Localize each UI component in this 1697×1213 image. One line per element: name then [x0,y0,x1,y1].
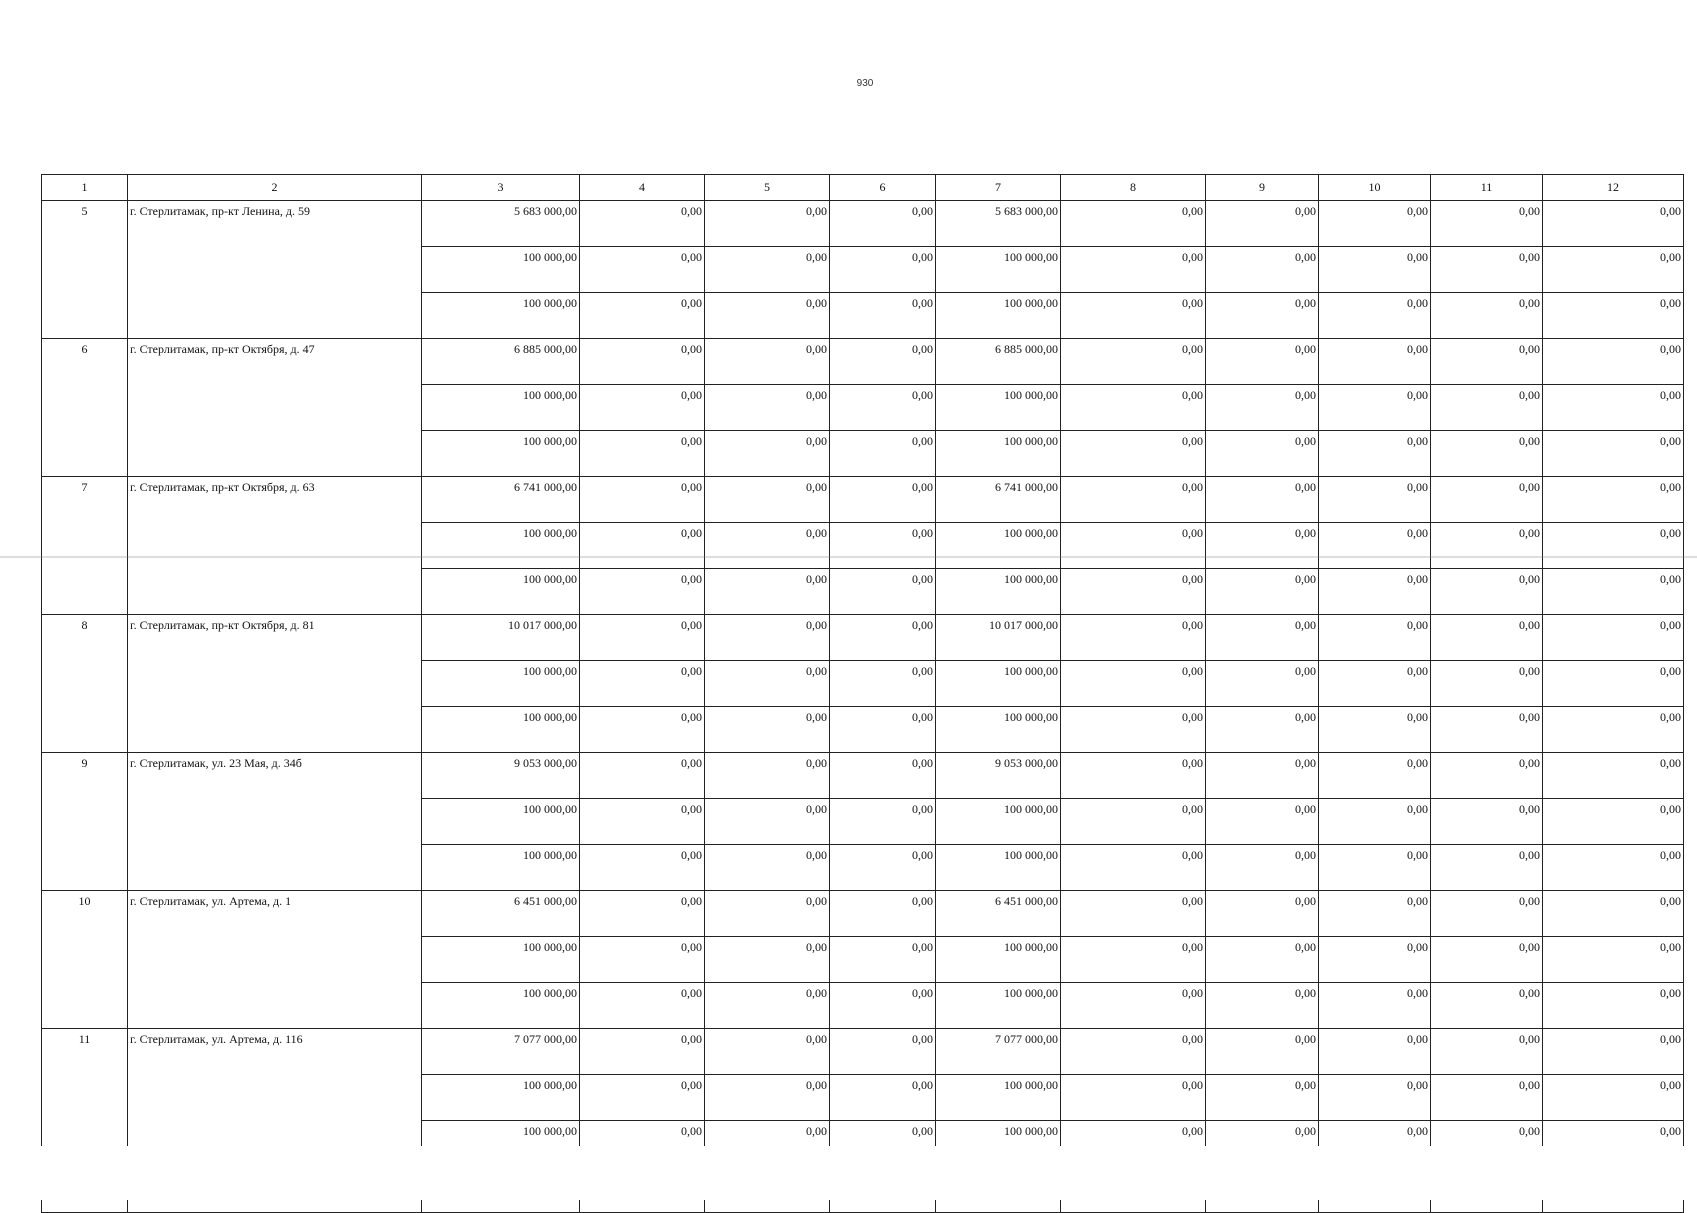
amount-cell: 0,00 [830,1029,936,1075]
amount-cell: 0,00 [705,339,830,385]
amount-cell: 100 000,00 [936,385,1061,431]
amount-cell: 0,00 [705,661,830,707]
amount-cell: 0,00 [1431,1075,1543,1121]
amount-cell: 0,00 [1431,615,1543,661]
amount-cell: 0,00 [1061,661,1206,707]
amount-cell: 0,00 [1319,983,1431,1029]
amount-cell: 0,00 [580,247,705,293]
amount-cell: 0,00 [1206,385,1319,431]
amount-cell: 0,00 [1543,1075,1684,1121]
amount-cell: 0,00 [1061,615,1206,661]
amount-cell: 0,00 [1431,1121,1543,1167]
amount-cell: 100 000,00 [422,1121,580,1167]
amount-cell: 0,00 [1543,1029,1684,1075]
amount-cell: 0,00 [1206,339,1319,385]
amount-cell: 0,00 [1061,201,1206,247]
scan-artifact-line [0,556,1697,558]
amount-cell: 0,00 [705,1029,830,1075]
amount-cell: 0,00 [705,707,830,753]
amount-cell: 5 683 000,00 [936,201,1061,247]
amount-cell: 0,00 [1431,891,1543,937]
amount-cell: 0,00 [1431,201,1543,247]
amount-cell: 0,00 [1543,1121,1684,1167]
address-cell: г. Стерлитамак, пр-кт Ленина, д. 59 [128,201,422,339]
column-header: 4 [580,175,705,201]
row-index: 9 [42,753,128,891]
amount-cell: 0,00 [1319,431,1431,477]
amount-cell: 0,00 [1206,477,1319,523]
amount-cell: 6 741 000,00 [936,477,1061,523]
amount-cell: 0,00 [1206,661,1319,707]
table-row [42,201,1684,247]
amount-cell: 0,00 [580,707,705,753]
amount-cell: 0,00 [1543,201,1684,247]
amount-cell: 0,00 [830,523,936,569]
amount-cell: 0,00 [1543,983,1684,1029]
amount-cell: 0,00 [830,431,936,477]
amount-cell: 100 000,00 [422,523,580,569]
amount-cell: 100 000,00 [422,937,580,983]
amount-cell: 0,00 [1431,385,1543,431]
amount-cell: 0,00 [830,1121,936,1167]
amount-cell: 0,00 [1431,845,1543,891]
amount-cell: 0,00 [830,937,936,983]
amount-cell: 100 000,00 [936,799,1061,845]
amount-cell: 0,00 [830,201,936,247]
amount-cell: 0,00 [705,891,830,937]
amount-cell: 0,00 [830,1075,936,1121]
amount-cell: 0,00 [1061,1075,1206,1121]
amount-cell: 100 000,00 [936,293,1061,339]
row-index: 8 [42,615,128,753]
amount-cell: 0,00 [705,201,830,247]
amount-cell: 0,00 [1319,247,1431,293]
table-row [42,339,1684,385]
amount-cell: 0,00 [1543,477,1684,523]
amount-cell: 0,00 [1543,247,1684,293]
amount-cell: 0,00 [1061,569,1206,615]
amount-cell: 0,00 [705,845,830,891]
address-cell: г. Стерлитамак, пр-кт Октября, д. 47 [128,339,422,477]
amount-cell: 0,00 [830,707,936,753]
amount-cell: 10 017 000,00 [936,615,1061,661]
column-header: 11 [1431,175,1543,201]
amount-cell: 0,00 [1431,569,1543,615]
amount-cell: 0,00 [1319,707,1431,753]
amount-cell: 100 000,00 [936,523,1061,569]
amount-cell: 0,00 [580,1075,705,1121]
amount-cell: 0,00 [1543,431,1684,477]
amount-cell: 0,00 [1431,523,1543,569]
amount-cell: 0,00 [1319,1121,1431,1167]
amount-cell: 0,00 [1431,983,1543,1029]
amount-cell: 0,00 [1206,1029,1319,1075]
amount-cell: 0,00 [1543,891,1684,937]
amount-cell: 0,00 [1206,247,1319,293]
amount-cell: 0,00 [705,799,830,845]
amount-cell: 0,00 [830,983,936,1029]
amount-cell: 100 000,00 [422,569,580,615]
amount-cell: 0,00 [580,615,705,661]
amount-cell: 0,00 [1319,891,1431,937]
amount-cell: 0,00 [1061,1029,1206,1075]
amount-cell: 100 000,00 [422,983,580,1029]
amount-cell: 0,00 [1319,201,1431,247]
column-header: 3 [422,175,580,201]
amount-cell: 0,00 [830,661,936,707]
amount-cell: 0,00 [1061,799,1206,845]
row-index: 10 [42,891,128,1029]
amount-cell: 0,00 [1319,523,1431,569]
amount-cell: 0,00 [1431,431,1543,477]
amount-cell: 0,00 [1543,707,1684,753]
amount-cell: 0,00 [1061,293,1206,339]
amount-cell: 0,00 [1206,615,1319,661]
amount-cell: 0,00 [1431,293,1543,339]
row-index: 5 [42,201,128,339]
table-row [42,753,1684,799]
amount-cell: 100 000,00 [422,707,580,753]
amount-cell: 0,00 [1206,845,1319,891]
amount-cell: 100 000,00 [422,661,580,707]
amount-cell: 0,00 [705,937,830,983]
amount-cell: 100 000,00 [422,431,580,477]
amount-cell: 0,00 [705,247,830,293]
amount-cell: 0,00 [1319,569,1431,615]
page-bottom-margin [0,1146,1697,1200]
amount-cell: 0,00 [1206,983,1319,1029]
amount-cell: 0,00 [1431,1029,1543,1075]
amount-cell: 0,00 [1061,707,1206,753]
amount-cell: 0,00 [1206,799,1319,845]
amount-cell: 0,00 [830,615,936,661]
address-cell: г. Стерлитамак, пр-кт Октября, д. 81 [128,615,422,753]
amount-cell: 0,00 [1319,477,1431,523]
amount-cell: 7 077 000,00 [936,1029,1061,1075]
column-header: 5 [705,175,830,201]
amount-cell: 0,00 [1543,799,1684,845]
amount-cell: 0,00 [1543,753,1684,799]
amount-cell: 6 451 000,00 [936,891,1061,937]
amount-cell: 0,00 [580,385,705,431]
amount-cell: 0,00 [1543,385,1684,431]
amount-cell: 0,00 [1319,799,1431,845]
amount-cell: 0,00 [830,891,936,937]
page-number: 930 [856,78,874,89]
amount-cell: 0,00 [1061,523,1206,569]
amount-cell: 0,00 [1206,293,1319,339]
amount-cell: 0,00 [705,983,830,1029]
amount-cell: 0,00 [1206,891,1319,937]
amount-cell: 0,00 [705,293,830,339]
amount-cell: 0,00 [1061,937,1206,983]
row-index: 6 [42,339,128,477]
amount-cell: 0,00 [1319,385,1431,431]
amount-cell: 0,00 [705,385,830,431]
amount-cell: 0,00 [580,799,705,845]
amount-cell: 100 000,00 [422,293,580,339]
amount-cell: 0,00 [1319,293,1431,339]
amount-cell: 0,00 [1206,569,1319,615]
column-number-row [42,175,1684,201]
amount-cell: 0,00 [1431,707,1543,753]
amount-cell: 0,00 [705,569,830,615]
amount-cell: 0,00 [1206,937,1319,983]
amount-cell: 0,00 [1543,937,1684,983]
amount-cell: 100 000,00 [936,983,1061,1029]
amount-cell: 100 000,00 [422,799,580,845]
amount-cell: 100 000,00 [422,385,580,431]
amount-cell: 0,00 [580,1121,705,1167]
amount-cell: 5 683 000,00 [422,201,580,247]
amount-cell: 9 053 000,00 [936,753,1061,799]
amount-cell: 0,00 [580,891,705,937]
amount-cell: 0,00 [830,477,936,523]
column-header: 9 [1206,175,1319,201]
amount-cell: 0,00 [1061,983,1206,1029]
amount-cell: 0,00 [580,661,705,707]
amount-cell: 100 000,00 [936,707,1061,753]
table-row [42,477,1684,523]
amount-cell: 0,00 [830,799,936,845]
amount-cell: 7 077 000,00 [422,1029,580,1075]
budget-table [41,174,1684,1213]
amount-cell: 0,00 [580,569,705,615]
amount-cell: 0,00 [830,247,936,293]
amount-cell: 0,00 [1431,799,1543,845]
column-header: 7 [936,175,1061,201]
amount-cell: 0,00 [830,569,936,615]
amount-cell: 0,00 [830,753,936,799]
amount-cell: 0,00 [580,523,705,569]
amount-cell: 0,00 [1543,293,1684,339]
amount-cell: 0,00 [1206,431,1319,477]
amount-cell: 100 000,00 [936,1121,1061,1167]
amount-cell: 0,00 [705,1075,830,1121]
amount-cell: 0,00 [705,523,830,569]
amount-cell: 0,00 [1431,477,1543,523]
column-header: 1 [42,175,128,201]
amount-cell: 0,00 [705,1121,830,1167]
amount-cell: 0,00 [1431,661,1543,707]
amount-cell: 0,00 [830,845,936,891]
amount-cell: 100 000,00 [936,661,1061,707]
amount-cell: 0,00 [1061,339,1206,385]
table-row [42,891,1684,937]
amount-cell: 0,00 [830,339,936,385]
address-cell: г. Стерлитамак, ул. 23 Мая, д. 34б [128,753,422,891]
amount-cell: 0,00 [1319,1075,1431,1121]
amount-cell: 6 451 000,00 [422,891,580,937]
amount-cell: 0,00 [580,845,705,891]
amount-cell: 0,00 [1206,1121,1319,1167]
amount-cell: 0,00 [1061,431,1206,477]
amount-cell: 100 000,00 [422,247,580,293]
amount-cell: 10 017 000,00 [422,615,580,661]
column-header: 2 [128,175,422,201]
amount-cell: 0,00 [1206,201,1319,247]
amount-cell: 0,00 [580,293,705,339]
amount-cell: 0,00 [705,477,830,523]
amount-cell: 0,00 [705,615,830,661]
amount-cell: 0,00 [580,983,705,1029]
amount-cell: 0,00 [1061,891,1206,937]
row-index: 7 [42,477,128,615]
address-cell: г. Стерлитамак, ул. Артема, д. 116 [128,1029,422,1167]
amount-cell: 0,00 [1206,1075,1319,1121]
amount-cell: 0,00 [830,385,936,431]
amount-cell: 0,00 [1543,523,1684,569]
amount-cell: 0,00 [830,293,936,339]
amount-cell: 0,00 [1061,247,1206,293]
amount-cell: 0,00 [1431,339,1543,385]
amount-cell: 0,00 [1543,569,1684,615]
amount-cell: 0,00 [580,339,705,385]
address-cell: г. Стерлитамак, пр-кт Октября, д. 63 [128,477,422,615]
table-row [42,1029,1684,1075]
amount-cell: 0,00 [580,753,705,799]
amount-cell: 100 000,00 [936,569,1061,615]
amount-cell: 100 000,00 [936,1075,1061,1121]
amount-cell: 100 000,00 [422,845,580,891]
amount-cell: 0,00 [705,431,830,477]
amount-cell: 0,00 [1431,753,1543,799]
amount-cell: 6 741 000,00 [422,477,580,523]
table-row [42,615,1684,661]
amount-cell: 0,00 [580,1029,705,1075]
amount-cell: 0,00 [1319,339,1431,385]
row-index: 11 [42,1029,128,1167]
amount-cell: 0,00 [1206,523,1319,569]
amount-cell: 0,00 [1543,615,1684,661]
amount-cell: 6 885 000,00 [422,339,580,385]
amount-cell: 6 885 000,00 [936,339,1061,385]
column-header: 10 [1319,175,1431,201]
amount-cell: 0,00 [1543,661,1684,707]
amount-cell: 0,00 [580,477,705,523]
amount-cell: 100 000,00 [936,431,1061,477]
amount-cell: 0,00 [1206,707,1319,753]
amount-cell: 0,00 [580,201,705,247]
amount-cell: 100 000,00 [936,247,1061,293]
amount-cell: 0,00 [1543,845,1684,891]
amount-cell: 100 000,00 [936,937,1061,983]
amount-cell: 100 000,00 [422,1075,580,1121]
amount-cell: 0,00 [1061,1121,1206,1167]
amount-cell: 0,00 [580,431,705,477]
address-cell: г. Стерлитамак, ул. Артема, д. 1 [128,891,422,1029]
column-header: 12 [1543,175,1684,201]
amount-cell: 0,00 [1319,1029,1431,1075]
amount-cell: 0,00 [1206,753,1319,799]
amount-cell: 0,00 [705,753,830,799]
amount-cell: 0,00 [1061,477,1206,523]
amount-cell: 100 000,00 [936,845,1061,891]
amount-cell: 0,00 [580,937,705,983]
amount-cell: 0,00 [1319,615,1431,661]
column-header: 6 [830,175,936,201]
amount-cell: 0,00 [1431,247,1543,293]
amount-cell: 0,00 [1319,661,1431,707]
amount-cell: 0,00 [1061,753,1206,799]
column-header: 8 [1061,175,1206,201]
amount-cell: 0,00 [1061,845,1206,891]
amount-cell: 0,00 [1431,937,1543,983]
amount-cell: 0,00 [1319,845,1431,891]
amount-cell: 0,00 [1319,753,1431,799]
amount-cell: 9 053 000,00 [422,753,580,799]
amount-cell: 0,00 [1061,385,1206,431]
amount-cell: 0,00 [1319,937,1431,983]
amount-cell: 0,00 [1543,339,1684,385]
